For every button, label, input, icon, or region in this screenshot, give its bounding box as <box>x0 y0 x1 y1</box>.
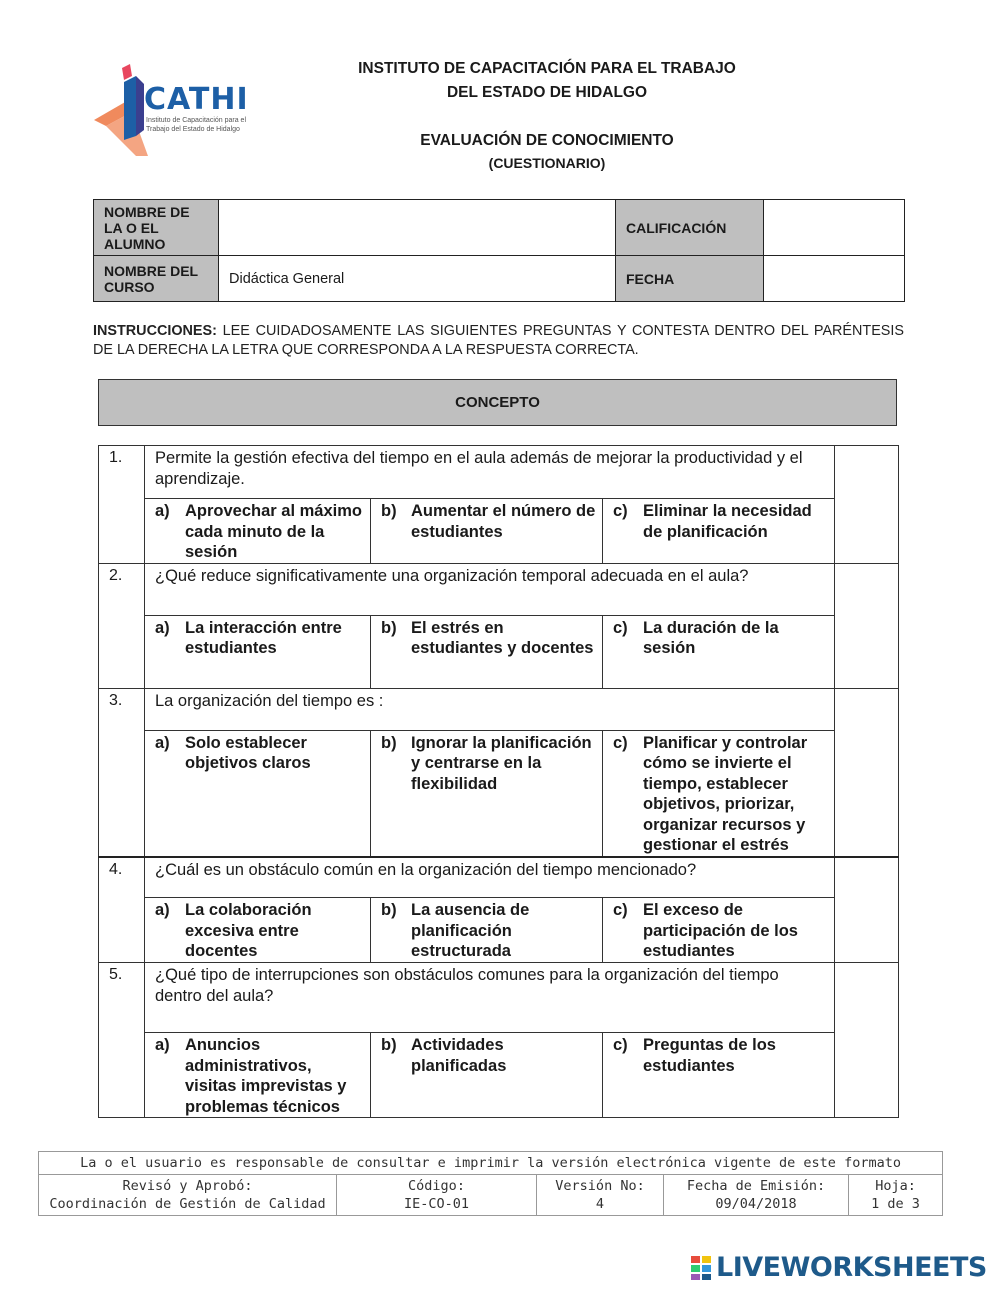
logo-subtitle-2: Trabajo del Estado de Hidalgo <box>146 126 240 133</box>
answer-box[interactable] <box>835 963 899 1118</box>
date-label: FECHA <box>616 256 764 302</box>
grade-label: CALIFICACIÓN <box>616 200 764 256</box>
course-name-value: Didáctica General <box>219 256 616 302</box>
option-letter: a) <box>155 502 170 520</box>
option-text: La duración de la sesión <box>643 618 779 657</box>
instructions <box>93 322 904 360</box>
question-row <box>99 857 899 898</box>
option-a[interactable] <box>145 499 371 564</box>
student-name-label: NOMBRE DE LA O EL ALUMNO <box>94 200 219 256</box>
option-letter: c) <box>613 901 628 919</box>
options-row <box>99 730 899 857</box>
question-text: Permite la gestión efectiva del tiempo en el aula además de mejorar la productividad y el aprendizaje. <box>145 446 835 499</box>
option-letter: b) <box>381 502 397 520</box>
option-text: Aumentar el número de estudiantes <box>411 502 596 541</box>
document-title: EVALUACIÓN DE CONOCIMIENTO <box>420 132 674 149</box>
question-text: ¿Qué reduce significativamente una organización temporal adecuada en el aula? <box>145 563 835 615</box>
question-number: 3. <box>99 688 145 857</box>
question-number: 4. <box>99 857 145 963</box>
institute-name-line2: DEL ESTADO DE HIDALGO <box>446 84 648 101</box>
option-text: Aprovechar al máximo cada minuto de la sesión <box>185 502 362 561</box>
answer-box[interactable] <box>835 857 899 963</box>
institute-name-line1: INSTITUTO DE CAPACITACIÓN PARA EL TRABAJO <box>358 60 736 77</box>
questions-table <box>98 445 899 1118</box>
grade-field[interactable] <box>764 200 905 256</box>
option-c[interactable] <box>603 615 835 688</box>
option-text: Ignorar la planificación y centrarse en la flexibilidad <box>411 733 592 793</box>
options-row <box>99 898 899 963</box>
option-b[interactable] <box>371 499 603 564</box>
date-field[interactable] <box>764 256 905 302</box>
issue-label: Fecha de Emisión: <box>686 1178 826 1194</box>
option-c[interactable] <box>603 499 835 564</box>
liveworksheets-watermark <box>690 1252 987 1283</box>
options-row <box>99 615 899 688</box>
student-info-table <box>93 199 905 302</box>
option-letter: a) <box>155 733 170 752</box>
footer-issue-date <box>664 1175 849 1216</box>
option-text: La interacción entre estudiantes <box>185 618 342 657</box>
option-a[interactable] <box>145 730 371 857</box>
option-letter: b) <box>381 618 397 637</box>
option-a[interactable] <box>145 1033 371 1118</box>
cathi-logo <box>92 60 262 160</box>
footer-reviewed <box>39 1175 337 1216</box>
option-letter: c) <box>613 618 628 637</box>
concept-header: CONCEPTO <box>98 379 897 426</box>
option-text: La ausencia de planificación estructurada <box>411 901 530 960</box>
option-b[interactable] <box>371 730 603 857</box>
option-text: Solo establecer objetivos claros <box>185 733 311 772</box>
option-letter: b) <box>381 733 397 752</box>
question-row <box>99 963 899 1033</box>
option-c[interactable] <box>603 730 835 857</box>
option-a[interactable] <box>145 898 371 963</box>
option-b[interactable] <box>371 898 603 963</box>
question-text: ¿Cuál es un obstáculo común en la organización del tiempo mencionado? <box>145 857 835 898</box>
liveworksheets-text: LIVEWORKSHEETS <box>716 1252 987 1283</box>
option-letter: c) <box>613 733 628 752</box>
student-name-field[interactable] <box>219 200 616 256</box>
reviewed-label: Revisó y Aprobó: <box>122 1178 253 1194</box>
option-letter: c) <box>613 1036 628 1054</box>
option-letter: c) <box>613 502 628 520</box>
logo-subtitle-1: Instituto de Capacitación para el <box>146 117 247 124</box>
logo-brand: CATHI <box>144 82 249 117</box>
option-c[interactable] <box>603 898 835 963</box>
option-text: Preguntas de los estudiantes <box>643 1036 776 1075</box>
code-value: IE-CO-01 <box>403 1196 470 1212</box>
issue-value: 09/04/2018 <box>715 1196 797 1212</box>
option-text: Planificar y controlar cómo se invierte el tiempo, establecer objetivos, priorizar, organizar recursos y gestionar el estrés <box>643 733 808 854</box>
option-text: Actividades planificadas <box>411 1036 507 1075</box>
option-a[interactable] <box>145 615 371 688</box>
question-text: La organización del tiempo es : <box>145 688 835 730</box>
option-letter: b) <box>381 1036 397 1054</box>
document-subtitle: (CUESTIONARIO) <box>488 155 606 171</box>
options-row <box>99 1033 899 1118</box>
answer-box[interactable] <box>835 563 899 688</box>
option-letter: a) <box>155 901 170 919</box>
option-b[interactable] <box>371 1033 603 1118</box>
version-value: 4 <box>595 1196 605 1212</box>
footer-sheet <box>849 1175 943 1216</box>
liveworksheets-icon <box>690 1255 712 1281</box>
option-letter: b) <box>381 901 397 919</box>
code-label: Código: <box>408 1178 465 1194</box>
question-row <box>99 563 899 615</box>
question-number: 2. <box>99 563 145 688</box>
option-letter: a) <box>155 618 170 637</box>
question-text: ¿Qué tipo de interrupciones son obstáculos comunes para la organización del tiempo dentro del aula? <box>145 963 835 1033</box>
footer-code <box>337 1175 537 1216</box>
question-number: 5. <box>99 963 145 1118</box>
option-text: El estrés en estudiantes y docentes <box>411 618 594 657</box>
option-text: Anuncios administrativos, visitas imprevistas y problemas técnicos <box>185 1036 347 1116</box>
footer-notice: La o el usuario es responsable de consultar e imprimir la versión electrónica vigente de este formato <box>39 1152 943 1175</box>
question-number: 1. <box>99 446 145 564</box>
reviewed-value: Coordinación de Gestión de Calidad <box>49 1196 326 1212</box>
option-text: El exceso de participación de los estudiantes <box>643 901 798 960</box>
answer-box[interactable] <box>835 446 899 564</box>
options-row <box>99 499 899 564</box>
question-row <box>99 688 899 730</box>
option-b[interactable] <box>371 615 603 688</box>
answer-box[interactable] <box>835 688 899 857</box>
instructions-label: INSTRUCCIONES: <box>93 323 217 339</box>
document-footer <box>38 1151 943 1216</box>
option-text: Eliminar la necesidad de planificación <box>643 502 812 541</box>
instructions-text: LEE CUIDADOSAMENTE LAS SIGUIENTES PREGUNTAS Y CONTESTA DENTRO DEL PARÉNTESIS DE LA DERECHA LA LETRA QUE CORRESPONDA A LA RESPUESTA CORRECTA. <box>93 323 905 358</box>
question-row <box>99 446 899 499</box>
course-name-label: NOMBRE DEL CURSO <box>94 256 219 302</box>
option-text: La colaboración excesiva entre docentes <box>185 901 312 960</box>
version-label: Versión No: <box>555 1178 645 1194</box>
option-c[interactable] <box>603 1033 835 1118</box>
option-letter: a) <box>155 1036 170 1054</box>
footer-version <box>537 1175 664 1216</box>
sheet-label: Hoja: <box>875 1178 916 1194</box>
sheet-value: 1 de 3 <box>871 1196 920 1212</box>
